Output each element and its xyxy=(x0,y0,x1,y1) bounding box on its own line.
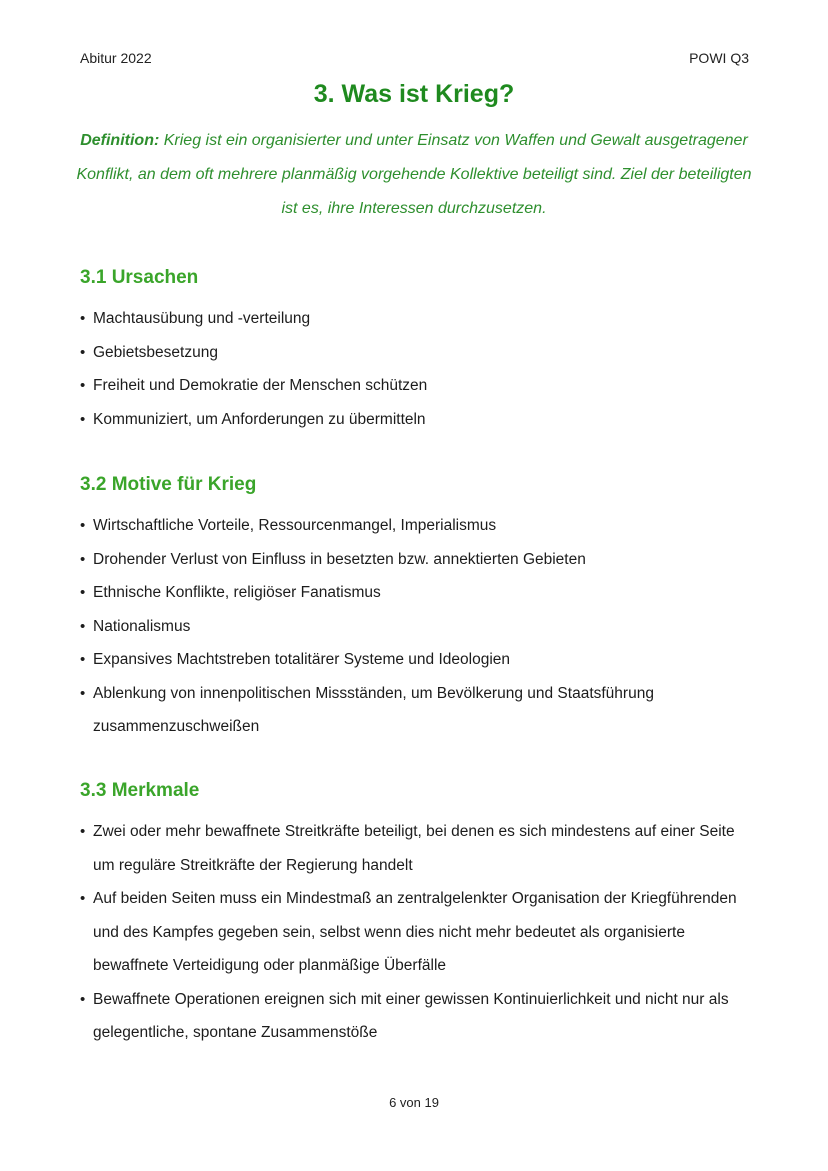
section-ursachen xyxy=(80,266,760,436)
section-merkmale xyxy=(80,779,760,1050)
list-item-text: Bewaffnete Operationen ereignen sich mit einer gewissen Kontinuierlichkeit und nicht nur als gelegentliche, spontane Zusammenstöße xyxy=(93,990,729,1041)
list-item-text: Machtausübung und -verteilung xyxy=(93,310,311,327)
definition-text: Krieg ist ein organisierter und unter Einsatz von Waffen und Gewalt ausgetragener Konflikt, an dem oft mehrere planmäßig vorgehende Kollektive beteiligt sind. Ziel der beteiligten ist es, ihre Interessen durchzusetzen. xyxy=(76,132,752,217)
definition-label: Definition: xyxy=(80,132,160,149)
bullet-list xyxy=(80,815,760,1050)
header-left: Abitur 2022 xyxy=(80,50,152,66)
list-item-text: Freiheit und Demokratie der Menschen schützen xyxy=(93,377,428,394)
bullet-icon: • xyxy=(80,410,86,428)
bullet-icon: • xyxy=(80,584,86,601)
bullet-icon: • xyxy=(80,310,86,327)
list-item-text: Wirtschaftliche Vorteile, Ressourcenmangel, Imperialismus xyxy=(93,517,497,534)
definition-block xyxy=(70,124,758,226)
list-item-text: Nationalismus xyxy=(93,617,191,635)
bullet-list xyxy=(80,509,760,744)
bullet-list xyxy=(80,302,760,436)
list-item xyxy=(80,677,760,744)
list-item xyxy=(80,815,760,882)
list-item xyxy=(80,403,760,437)
page-number: 6 von 19 xyxy=(389,1095,439,1110)
list-item xyxy=(80,643,760,677)
bullet-icon: • xyxy=(80,890,86,907)
bullet-icon: • xyxy=(80,651,86,668)
list-item-text: Drohender Verlust von Einfluss in besetzten bzw. annektierten Gebieten xyxy=(93,550,586,568)
bullet-icon: • xyxy=(80,343,86,361)
bullet-icon: • xyxy=(80,990,86,1008)
list-item xyxy=(80,543,760,577)
list-item-text: Ethnische Konflikte, religiöser Fanatismus xyxy=(93,584,381,601)
list-item-text: Auf beiden Seiten muss ein Mindestmaß an zentralgelenkter Organisation der Kriegführenden und des Kampfes gegeben sein, selbst wenn dies nicht mehr bedeutet als organisierte bewaffnete Verteidigung oder planmäßige Überfälle xyxy=(93,890,737,974)
page-title: 3. Was ist Krieg? xyxy=(313,80,515,108)
header-right: POWI Q3 xyxy=(689,50,749,66)
list-item xyxy=(80,302,760,336)
list-item xyxy=(80,576,760,610)
section-heading: 3.2 Motive für Krieg xyxy=(80,474,257,495)
bullet-icon: • xyxy=(80,617,86,635)
section-motive xyxy=(80,473,760,744)
bullet-icon: • xyxy=(80,823,86,840)
list-item xyxy=(80,336,760,370)
list-item xyxy=(80,983,760,1050)
bullet-icon: • xyxy=(80,684,86,702)
bullet-icon: • xyxy=(80,377,86,394)
list-item-text: Expansives Machtstreben totalitärer Systeme und Ideologien xyxy=(93,651,511,668)
section-heading: 3.3 Merkmale xyxy=(80,780,200,801)
bullet-icon: • xyxy=(80,517,86,534)
list-item-text: Ablenkung von innenpolitischen Missständen, um Bevölkerung und Staatsführung zusammenzuschweißen xyxy=(93,684,654,735)
list-item-text: Gebietsbesetzung xyxy=(93,343,218,361)
list-item xyxy=(80,509,760,543)
list-item xyxy=(80,369,760,403)
list-item-text: Kommuniziert, um Anforderungen zu übermitteln xyxy=(93,410,426,428)
list-item xyxy=(80,882,760,983)
section-heading: 3.1 Ursachen xyxy=(80,267,199,288)
list-item xyxy=(80,610,760,644)
bullet-icon: • xyxy=(80,550,86,568)
list-item-text: Zwei oder mehr bewaffnete Streitkräfte beteiligt, bei denen es sich mindestens auf einer Seite um reguläre Streitkräfte der Regierung handelt xyxy=(93,823,735,874)
